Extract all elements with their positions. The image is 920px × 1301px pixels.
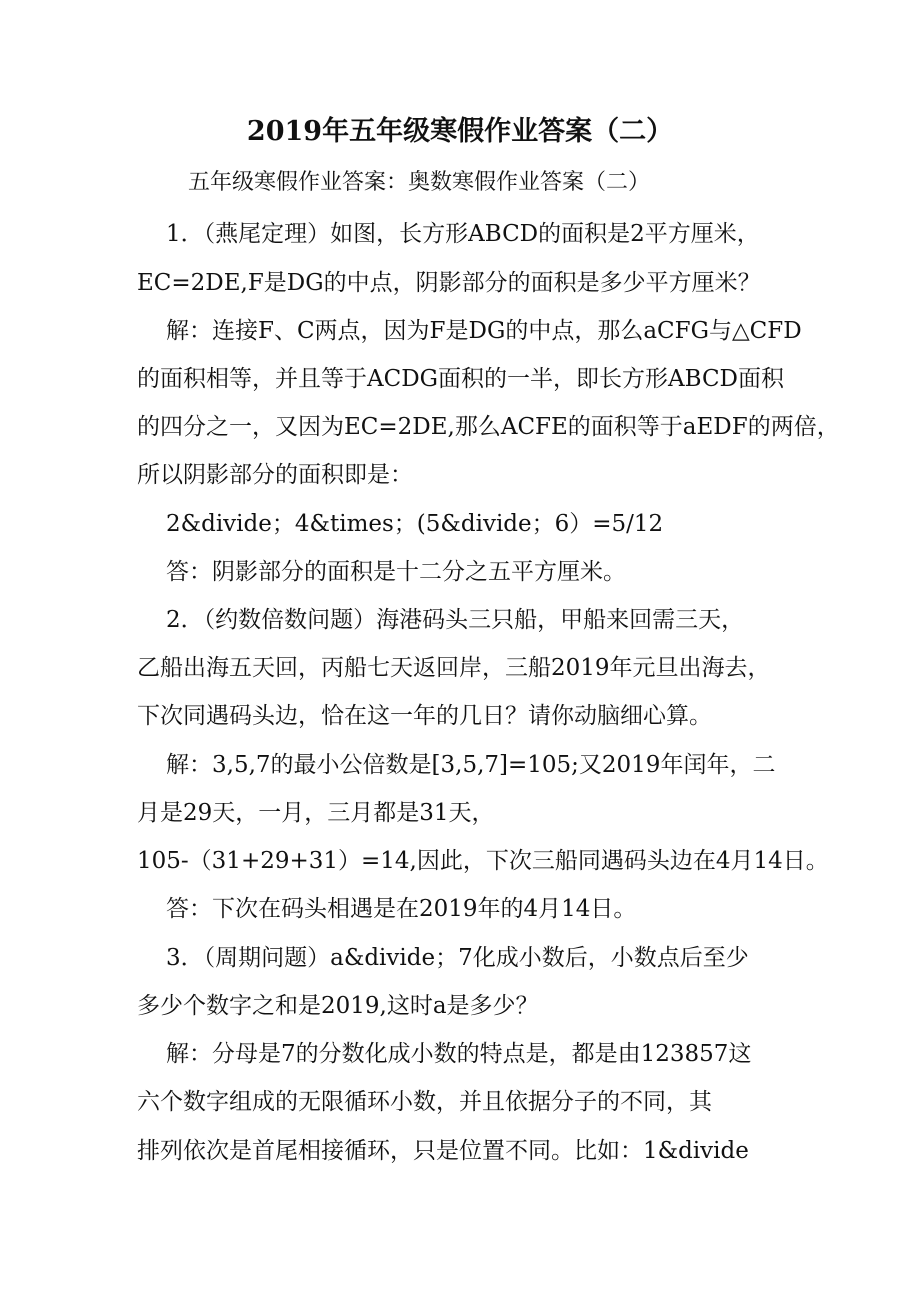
paragraph-line: 的面积相等，并且等于ACDG面积的一半，即长方形ABCD面积 xyxy=(137,366,784,392)
paragraph-line: 六个数字组成的无限循环小数，并且依据分子的不同，其 xyxy=(137,1089,712,1115)
paragraph-line: 答：下次在码头相遇是在2019年的4月14日。 xyxy=(166,896,637,922)
paragraph-line: 解：连接F、C两点，因为F是DG的中点，那么aCFG与△CFD xyxy=(166,318,802,344)
paragraph-line: 排列依次是首尾相接循环，只是位置不同。比如：1&divide xyxy=(137,1138,749,1164)
paragraph-line: EC=2DE,F是DG的中点，阴影部分的面积是多少平方厘米？ xyxy=(137,270,761,296)
paragraph-line: 1．（燕尾定理）如图，长方形ABCD的面积是2平方厘米， xyxy=(166,221,760,247)
paragraph-line: 解：分母是7的分数化成小数的特点是，都是由123857这 xyxy=(166,1041,752,1067)
paragraph-line: 乙船出海五天回，丙船七天返回岸，三船2019年元旦出海去， xyxy=(137,655,771,681)
document-subtitle: 五年级寒假作业答案：奥数寒假作业答案（二） xyxy=(188,170,651,195)
paragraph-line: 的四分之一，又因为EC=2DE,那么ACFE的面积等于aEDF的两倍， xyxy=(137,414,840,440)
paragraph-line: 105-（31+29+31）=14,因此，下次三船同遇码头边在4月14日。 xyxy=(137,848,829,874)
paragraph-line: 多少个数字之和是2019,这时a是多少？ xyxy=(137,993,539,1019)
paragraph-line: 月是29天，一月，三月都是31天， xyxy=(137,800,495,826)
paragraph-line: 答：阴影部分的面积是十二分之五平方厘米。 xyxy=(166,559,626,585)
paragraph-line: 所以阴影部分的面积即是： xyxy=(137,462,413,488)
paragraph-line: 下次同遇码头边，恰在这一年的几日？请你动脑细心算。 xyxy=(137,703,712,729)
formula-line: 2&divide；4&times；(5&divide；6）=5/12 xyxy=(166,511,664,537)
paragraph-line: 3．（周期问题）a&divide；7化成小数后，小数点后至少 xyxy=(166,945,749,971)
paragraph-line: 解：3,5,7的最小公倍数是[3,5,7]=105;又2019年闰年，二 xyxy=(166,752,776,778)
document-title: 2019年五年级寒假作业答案（二） xyxy=(246,116,674,147)
paragraph-line: 2．（约数倍数问题）海港码头三只船，甲船来回需三天， xyxy=(166,607,745,633)
